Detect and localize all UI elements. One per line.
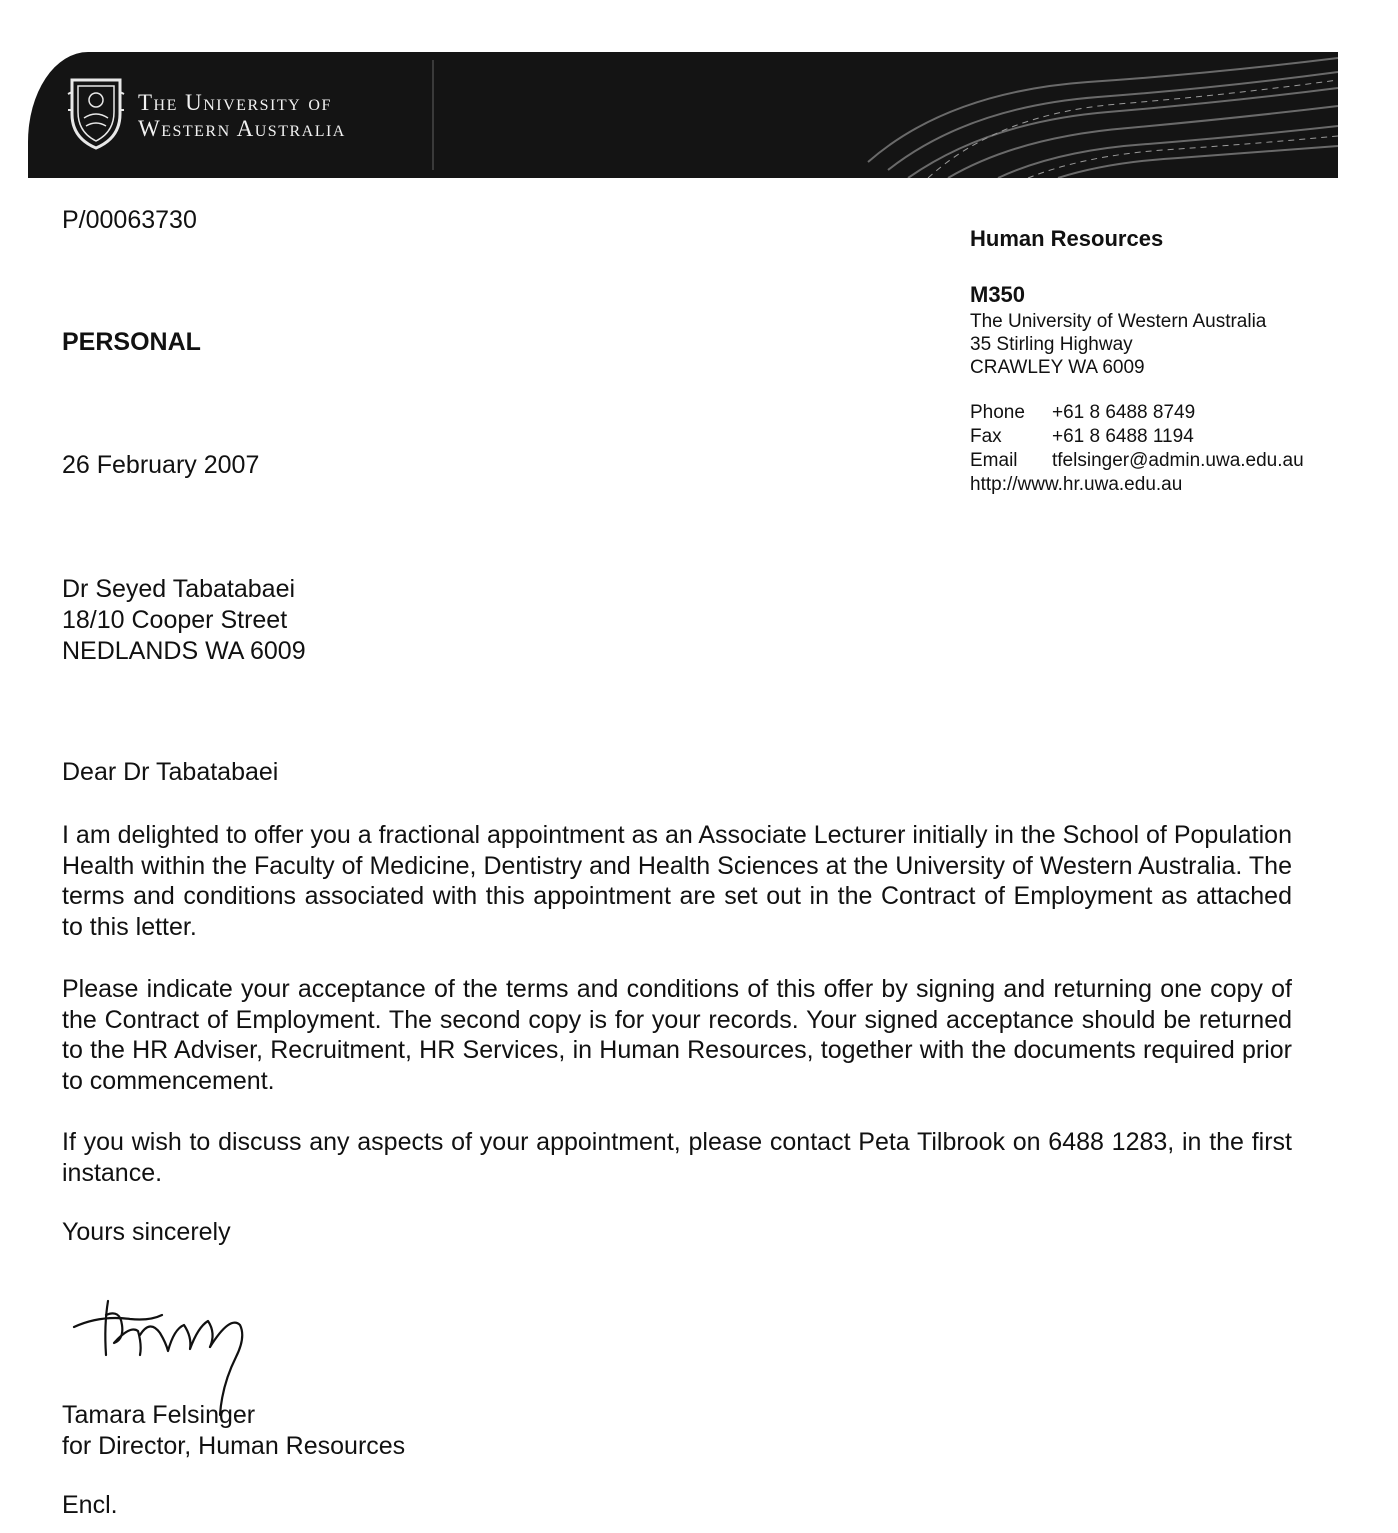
fax-label: Fax	[970, 426, 1002, 447]
sender-address-line: CRAWLEY WA 6009	[970, 357, 1145, 378]
signer-block	[62, 1400, 405, 1462]
sender-contact-details	[970, 401, 1304, 497]
signer-title: for Director, Human Resources	[62, 1432, 406, 1460]
university-name-line1: The University of	[138, 90, 332, 115]
fax-number: +61 8 6488 1194	[1052, 426, 1194, 447]
body-paragraph: I am delighted to offer you a fractional appointment as an Associate Lecturer initially in the School of Population Health within the Faculty of Medicine, Dentistry and Health Sciences at the University of Western Australia. The terms and conditions associated with this appointment are set out in the Contract of Employment as attached to this letter.	[62, 821, 1292, 941]
banner-divider	[432, 60, 434, 170]
body-paragraph: Please indicate your acceptance of the terms and conditions of this offer by signing and returning one copy of the Contract of Employment. The second copy is for your records. Your signed acceptance should be returned to the HR Adviser, Recruitment, HR Services, in Human Resources, together with the documents required prior to commencement.	[62, 975, 1292, 1095]
sender-mail-code: M350	[970, 282, 1026, 307]
salutation: Dear Dr Tabatabaei	[62, 758, 279, 786]
email-label: Email	[970, 450, 1018, 471]
enclosure-note: Encl.	[62, 1491, 118, 1519]
university-name-line2: Western Australia	[138, 116, 346, 141]
sender-department: Human Resources	[970, 226, 1164, 251]
recipient-city: NEDLANDS WA 6009	[62, 637, 306, 665]
wave-pattern-graphic	[828, 52, 1338, 178]
classification-label: PERSONAL	[62, 328, 201, 356]
body-paragraph: If you wish to discuss any aspects of your appointment, please contact Peta Tilbrook on 6488 1283, in the first instance.	[62, 1128, 1292, 1187]
signer-name: Tamara Felsinger	[62, 1401, 256, 1429]
university-name	[138, 90, 346, 142]
sender-address	[970, 310, 1266, 379]
sender-address-line: The University of Western Australia	[970, 311, 1267, 332]
letter-date: 26 February 2007	[62, 451, 260, 479]
recipient-name: Dr Seyed Tabatabaei	[62, 575, 296, 603]
university-crest-icon	[66, 74, 126, 152]
sender-address-line: 35 Stirling Highway	[970, 334, 1133, 355]
email-address: tfelsinger@admin.uwa.edu.au	[1052, 450, 1304, 471]
website-url: http://www.hr.uwa.edu.au	[970, 474, 1183, 495]
closing: Yours sincerely	[62, 1218, 231, 1246]
phone-label: Phone	[970, 402, 1025, 423]
phone-number: +61 8 6488 8749	[1052, 402, 1196, 423]
recipient-address	[62, 574, 306, 667]
recipient-street: 18/10 Cooper Street	[62, 606, 288, 634]
reference-number: P/00063730	[62, 206, 197, 234]
letterhead-banner	[28, 52, 1338, 178]
